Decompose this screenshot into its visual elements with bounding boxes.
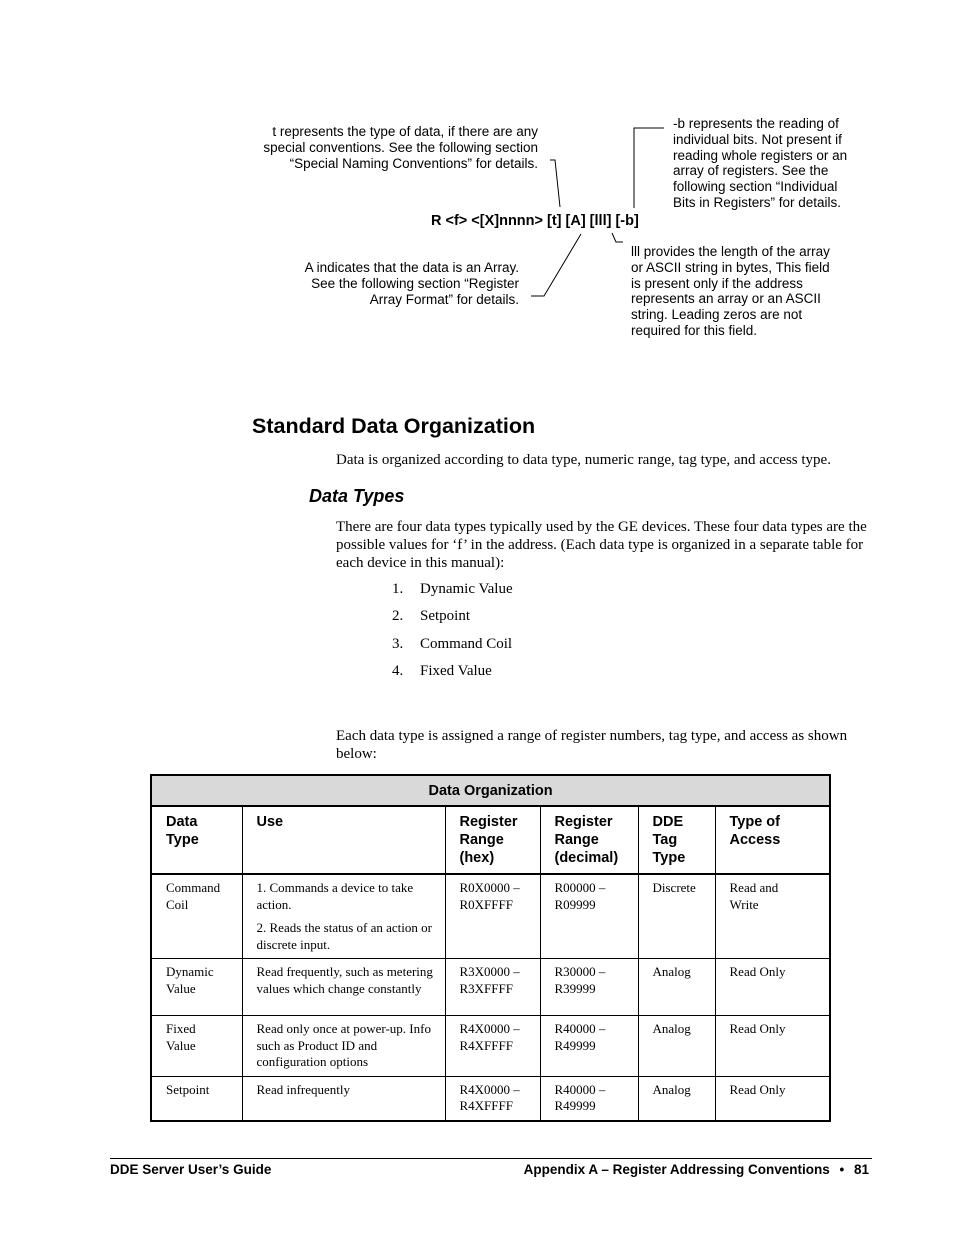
cell-range-hex: [445, 1076, 540, 1121]
cell-line: R00000 –: [554, 880, 606, 895]
table-row: [151, 959, 830, 1016]
cell-access: [715, 1016, 830, 1077]
cell-line: Read Only: [729, 1021, 786, 1036]
cell-range-decimal: [540, 874, 638, 959]
cell-line: Write: [729, 896, 759, 912]
cell-paragraph: 1. Commands a device to take action.: [256, 880, 414, 912]
header-line: (decimal): [554, 850, 619, 866]
list-number: 3.: [392, 635, 404, 652]
leader-line-lll: [612, 233, 623, 242]
annotation-lll-length: [631, 244, 861, 339]
header-type-of-access: [715, 806, 830, 874]
table-caption-row: [151, 775, 830, 806]
address-format: R <f> <[X]nnnn> [t] [A] [lll] [-b]: [431, 213, 639, 229]
cell-range-hex: [445, 874, 540, 959]
cell-range-decimal: [540, 1076, 638, 1121]
annotation-line: is present only if the address: [631, 275, 803, 291]
cell-line: R39999: [554, 980, 596, 996]
cell-paragraph: Read only once at power-up. Info such as Product ID and configuration options: [256, 1021, 431, 1069]
cell-line: R09999: [554, 896, 596, 912]
cell-line: Read and: [729, 880, 779, 895]
footer-guide-title: DDE Server User’s Guide: [110, 1162, 272, 1177]
cell-range-hex: [445, 1016, 540, 1077]
cell-line: Command: [166, 880, 221, 895]
cell-line: R30000 –: [554, 964, 606, 979]
cell-range-decimal: [540, 1016, 638, 1077]
annotation-line: Bits in Registers” for details.: [673, 194, 842, 210]
data-types-list: [392, 581, 513, 690]
header-line: Register: [459, 814, 518, 830]
header-line: Use: [256, 814, 284, 830]
cell-line: R49999: [554, 1098, 596, 1113]
cell-line: Value: [166, 980, 196, 996]
header-line: Type: [166, 832, 199, 848]
page-number: 81: [853, 1162, 869, 1177]
cell-paragraph: Read infrequently: [256, 1081, 350, 1097]
header-line: Tag: [652, 832, 678, 848]
annotation-b-bits: [673, 116, 873, 211]
list-label: Setpoint: [420, 608, 471, 625]
header-range-hex: [445, 806, 540, 874]
list-number: 1.: [392, 581, 404, 597]
cell-line: R0X0000 –: [459, 880, 520, 895]
list-label: Command Coil: [420, 635, 513, 652]
leader-line-a: [531, 234, 581, 296]
data-types-paragraph: There are four data types typically used by the GE devices. These four data types are the possible values for ‘f’ in the address. (Each data type is organized in a separate table for each device in this manual):: [336, 519, 867, 571]
list-label: Dynamic Value: [420, 581, 513, 597]
header-line: (hex): [459, 850, 495, 866]
cell-line: R4XFFFF: [459, 1037, 513, 1053]
cell-line: R0XFFFF: [459, 896, 513, 912]
list-item: [392, 636, 513, 663]
list-item: [392, 663, 513, 690]
cell-line: R40000 –: [554, 1021, 606, 1036]
header-line: Register: [554, 814, 613, 830]
section-title: Standard Data Organization: [252, 414, 536, 438]
cell-paragraph: 2. Reads the status of an action or discrete input.: [256, 920, 432, 952]
cell-use: [242, 1076, 445, 1121]
cell-use: [242, 874, 445, 959]
annotation-line: “Special Naming Conventions” for details.: [289, 155, 538, 171]
cell-line: R49999: [554, 1037, 596, 1053]
cell-line: R3XFFFF: [459, 980, 513, 996]
header-line: Range: [554, 832, 599, 848]
cell-line: R40000 –: [554, 1081, 606, 1097]
cell-dde-tag-type: Discrete: [638, 874, 715, 959]
header-use: [242, 806, 445, 874]
cell-use: [242, 1016, 445, 1077]
header-dde-tag-type: [638, 806, 715, 874]
cell-line: R4XFFFF: [459, 1098, 513, 1113]
annotation-line: represents an array or an ASCII: [631, 291, 821, 307]
table-row: [151, 874, 830, 959]
cell-line: Read Only: [729, 1081, 786, 1097]
footer-rule: [110, 1158, 872, 1159]
assignment-paragraph: Each data type is assigned a range of register numbers, tag type, and access as shown below:: [336, 728, 848, 762]
header-line: Range: [459, 832, 504, 848]
cell-dde-tag-type: Analog: [638, 1016, 715, 1077]
footer-bullet: •: [839, 1162, 845, 1177]
intro-paragraph: Data is organized according to data type, numeric range, tag type, and access type.: [336, 452, 831, 468]
table-header-row: [151, 806, 830, 874]
cell-dde-tag-type: Analog: [638, 1076, 715, 1121]
annotation-line: individual bits. Not present if: [673, 131, 842, 147]
annotation-line: required for this field.: [631, 322, 758, 338]
footer-chapter: [524, 1162, 869, 1177]
header-line: Type: [652, 850, 686, 866]
header-line: Type of: [729, 814, 780, 830]
annotation-a-array: [269, 260, 519, 307]
list-item: [392, 608, 513, 635]
annotation-line: or ASCII string in bytes, This field: [631, 259, 830, 275]
annotation-line: reading whole registers or an: [673, 147, 848, 163]
annotation-line: array of registers. See the: [673, 163, 829, 179]
annotation-line: lll provides the length of the array: [631, 244, 830, 259]
footer-chapter-title: Appendix A – Register Addressing Conventions: [523, 1162, 830, 1177]
cell-data-type: [151, 1076, 242, 1121]
cell-access: [715, 959, 830, 1016]
cell-dde-tag-type: Analog: [638, 959, 715, 1016]
header-line: Access: [729, 832, 781, 848]
annotation-t-type: [238, 124, 538, 171]
table-row: [151, 1076, 830, 1121]
header-line: Data: [166, 814, 198, 830]
cell-line: R4X0000 –: [459, 1081, 520, 1097]
list-number: 4.: [392, 662, 404, 679]
leader-line-b: [634, 128, 664, 208]
cell-line: Read Only: [729, 964, 786, 979]
cell-range-decimal: [540, 959, 638, 1016]
annotation-line: A indicates that the data is an Array.: [304, 260, 519, 275]
table-row: [151, 1016, 830, 1077]
annotation-line: See the following section “Register: [311, 275, 519, 291]
list-item: [392, 581, 513, 608]
cell-data-type: [151, 1016, 242, 1077]
cell-line: Coil: [166, 896, 189, 912]
annotation-line: string. Leading zeros are not: [631, 307, 803, 323]
annotation-line: special conventions. See the following section: [263, 139, 538, 155]
header-line: DDE: [652, 814, 684, 830]
cell-line: R4X0000 –: [459, 1021, 520, 1036]
annotation-line: Array Format” for details.: [369, 291, 519, 307]
annotation-line: following section “Individual: [673, 179, 838, 195]
cell-access: [715, 874, 830, 959]
data-organization-table: [150, 774, 831, 1122]
cell-data-type: [151, 874, 242, 959]
header-range-decimal: [540, 806, 638, 874]
cell-access: [715, 1076, 830, 1121]
cell-paragraph: Read frequently, such as metering values which change constantly: [256, 964, 433, 996]
cell-line: R3X0000 –: [459, 964, 520, 979]
list-label: Fixed Value: [420, 662, 492, 679]
cell-use: [242, 959, 445, 1016]
annotation-line: t represents the type of data, if there are any: [272, 124, 538, 139]
subsection-title: Data Types: [309, 486, 405, 506]
cell-line: Fixed: [166, 1021, 196, 1036]
cell-data-type: [151, 959, 242, 1016]
cell-line: Dynamic: [166, 964, 214, 979]
cell-line: Setpoint: [166, 1081, 210, 1097]
annotation-line: -b represents the reading of: [673, 116, 839, 131]
list-number: 2.: [392, 608, 404, 625]
table-caption: Data Organization: [151, 775, 830, 806]
header-data-type: [151, 806, 242, 874]
cell-line: Value: [166, 1037, 196, 1053]
leader-line-t: [550, 160, 560, 207]
cell-range-hex: [445, 959, 540, 1016]
